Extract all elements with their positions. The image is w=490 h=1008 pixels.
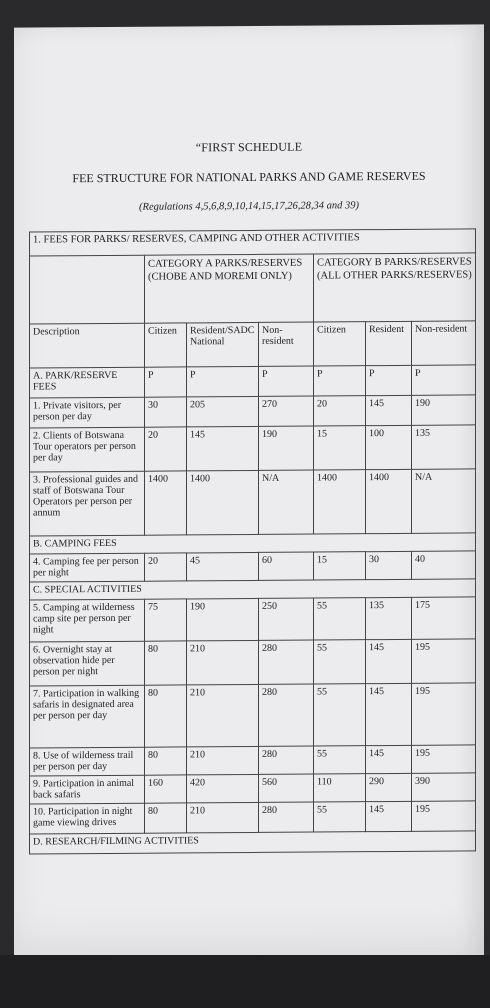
currency-cell: P <box>259 366 314 396</box>
main-title: FEE STRUCTURE FOR NATIONAL PARKS AND GAME RESERVES <box>72 168 426 186</box>
fee-value: 45 <box>187 552 259 581</box>
fee-value: 30 <box>145 397 187 427</box>
fee-value: 15 <box>314 552 366 580</box>
table-row <box>30 639 476 686</box>
fee-value: 145 <box>366 683 412 745</box>
row-description: 8. Use of wilderness trail per person per day <box>30 747 145 776</box>
fee-value: 80 <box>145 747 187 775</box>
category-a-header: CATEGORY A PARKS/RESERVES (CHOBE AND MOREMI ONLY) <box>145 254 314 323</box>
fee-value: 1400 <box>187 470 259 535</box>
fee-value: 55 <box>314 802 366 832</box>
fee-value: 80 <box>145 641 187 685</box>
currency-cell: P <box>366 365 412 395</box>
document-page <box>14 24 484 967</box>
col-b-citizen: Citizen <box>314 322 366 366</box>
col-a-resident: Resident/SADC National <box>187 322 259 367</box>
fee-value: 145 <box>366 395 412 425</box>
fee-value: 280 <box>259 802 314 832</box>
fee-value: 110 <box>314 774 366 802</box>
fee-value: 55 <box>314 640 366 684</box>
fee-value: 135 <box>412 425 476 469</box>
row-description: 5. Camping at wilderness camp site per person per night <box>30 599 145 642</box>
fee-value: 210 <box>187 802 259 833</box>
col-b-resident: Resident <box>366 321 412 365</box>
section-a-label: A. PARK/RESERVE FEES <box>30 367 145 398</box>
row-description: 9. Participation in animal back safaris <box>30 775 145 804</box>
fee-value: 20 <box>145 427 187 471</box>
table-row <box>30 469 476 536</box>
fee-value: 270 <box>259 396 314 426</box>
fee-value: 280 <box>259 640 314 684</box>
fee-value: N/A <box>412 469 476 533</box>
section-label: D. RESEARCH/FILMING ACTIVITIES <box>30 831 476 854</box>
row-description: 4. Camping fee per person per night <box>30 553 145 582</box>
fee-value: 55 <box>314 746 366 774</box>
fee-value: 80 <box>145 803 187 833</box>
fee-value: 280 <box>259 746 314 774</box>
fee-value: 1400 <box>314 470 366 534</box>
table-row <box>30 745 476 776</box>
col-b-nonresident: Non-resident <box>412 321 476 365</box>
fee-value: 40 <box>412 551 476 579</box>
table-row <box>30 395 476 428</box>
fee-value: 210 <box>187 640 259 685</box>
schedule-title: “FIRST SCHEDULE <box>195 139 303 155</box>
table-row <box>30 683 476 748</box>
row-description: 7. Participation in walking safaris in designated area per person per day <box>30 685 145 748</box>
row-description: 2. Clients of Botswana Tour operators per person per day <box>30 427 145 472</box>
fee-value: 20 <box>145 553 187 581</box>
fee-value: 210 <box>187 684 259 747</box>
fee-value: 195 <box>412 801 476 831</box>
fee-value: 280 <box>259 684 314 746</box>
fee-value: 195 <box>412 639 476 683</box>
fee-value: 15 <box>314 426 366 470</box>
category-b-header: CATEGORY B PARKS/RESERVES (ALL OTHER PARKS/RESERVES) <box>314 253 476 322</box>
table-row <box>30 597 476 642</box>
fee-value: 145 <box>366 801 412 831</box>
fee-value: 250 <box>259 598 314 640</box>
fee-value: 205 <box>187 396 259 427</box>
currency-cell: P <box>314 366 366 396</box>
section-title: 1. FEES FOR PARKS/ RESERVES, CAMPING AND OTHER ACTIVITIES <box>30 229 476 256</box>
row-description: 1. Private visitors, per person per day <box>30 397 145 428</box>
fee-value: 195 <box>412 745 476 773</box>
fee-value: 1400 <box>366 469 412 533</box>
fee-value: 390 <box>412 773 476 801</box>
col-a-nonresident: Non-resident <box>259 322 314 366</box>
fees-table <box>29 228 476 854</box>
fee-value: 560 <box>259 774 314 802</box>
fee-value: 80 <box>145 685 187 747</box>
col-description: Description <box>30 323 145 368</box>
col-a-citizen: Citizen <box>145 323 187 367</box>
fee-value: 145 <box>366 639 412 683</box>
row-description: 10. Participation in night game viewing drives <box>30 803 145 834</box>
fee-value: 55 <box>314 598 366 640</box>
currency-cell: P <box>412 365 476 395</box>
fee-value: 145 <box>187 426 259 471</box>
fee-value: 190 <box>412 395 476 425</box>
fee-value: 420 <box>187 774 259 803</box>
fee-value: 75 <box>145 599 187 641</box>
fee-value: 195 <box>412 683 476 745</box>
fee-value: 55 <box>314 684 366 746</box>
fee-value: 20 <box>314 396 366 426</box>
fee-value: 210 <box>187 746 259 775</box>
fee-value: 175 <box>412 597 476 639</box>
table-row <box>30 425 476 472</box>
fee-value: 145 <box>366 745 412 773</box>
table-row <box>30 773 476 804</box>
fee-value: 190 <box>259 426 314 470</box>
background-shadow <box>0 955 490 1008</box>
fee-value: 100 <box>366 425 412 469</box>
fee-value: 30 <box>366 551 412 579</box>
fee-value: 135 <box>366 597 412 639</box>
table-row <box>30 551 476 582</box>
fee-value: 290 <box>366 773 412 801</box>
row-description: 3. Professional guides and staff of Botswana Tour Operators per person per annum <box>30 471 145 536</box>
fee-value: N/A <box>259 470 314 534</box>
empty-cell <box>30 255 145 324</box>
fee-value: 190 <box>187 598 259 641</box>
fee-value: 60 <box>259 552 314 580</box>
fee-value: 1400 <box>145 471 187 535</box>
fee-value: 160 <box>145 775 187 803</box>
section-label: B. CAMPING FEES <box>30 533 476 554</box>
section-label: C. SPECIAL ACTIVITIES <box>30 579 476 600</box>
currency-cell: P <box>145 367 187 397</box>
row-description: 6. Overnight stay at observation hide per person per night <box>30 641 145 686</box>
regulations-note: (Regulations 4,5,6,8,9,10,14,15,17,26,28,34 and 39) <box>139 200 359 213</box>
table-row <box>30 801 476 834</box>
currency-cell: P <box>187 366 259 397</box>
